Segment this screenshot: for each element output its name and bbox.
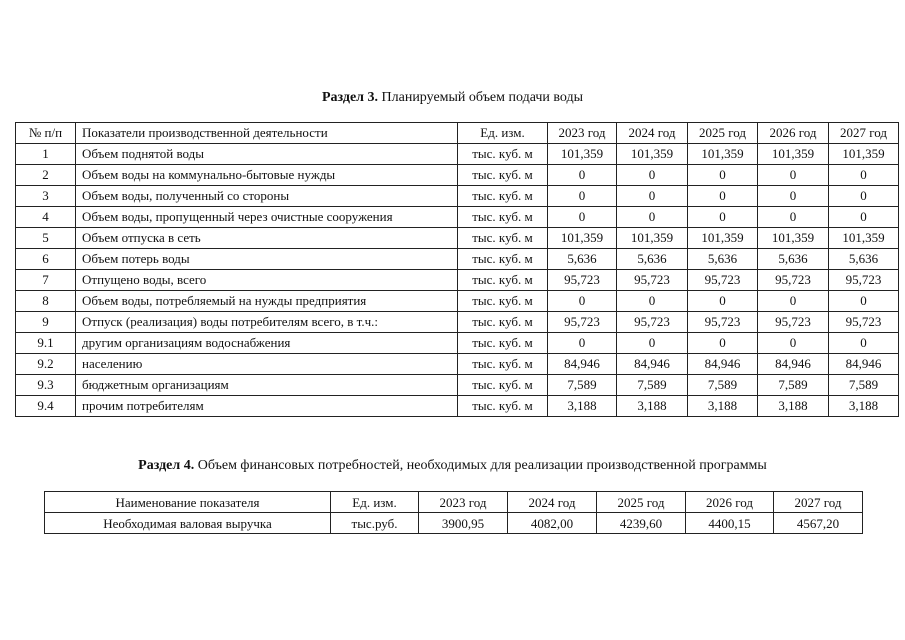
col-header-name: Наименование показателя (45, 492, 331, 513)
value-cell: 0 (829, 291, 899, 312)
row-number: 1 (16, 144, 76, 165)
value-cell: 4400,15 (686, 513, 774, 534)
value-cell: 3,188 (758, 396, 829, 417)
value-cell: 7,589 (548, 375, 617, 396)
indicator-name: Объем отпуска в сеть (76, 228, 458, 249)
value-cell: 84,946 (548, 354, 617, 375)
table-row (16, 228, 899, 249)
col-header-year: 2026 год (758, 123, 829, 144)
unit-cell: тыс. куб. м (458, 291, 548, 312)
value-cell: 84,946 (617, 354, 688, 375)
value-cell: 3900,95 (419, 513, 508, 534)
table-row (16, 312, 899, 333)
value-cell: 101,359 (617, 144, 688, 165)
row-number: 7 (16, 270, 76, 291)
value-cell: 0 (688, 291, 758, 312)
value-cell: 0 (688, 186, 758, 207)
value-cell: 0 (758, 207, 829, 228)
row-number: 3 (16, 186, 76, 207)
value-cell: 95,723 (829, 270, 899, 291)
unit-cell: тыс. куб. м (458, 312, 548, 333)
col-header-year: 2024 год (508, 492, 597, 513)
value-cell: 101,359 (829, 228, 899, 249)
row-number: 5 (16, 228, 76, 249)
unit-cell: тыс. куб. м (458, 354, 548, 375)
section4-label: Раздел 4. (138, 458, 195, 473)
value-cell: 101,359 (617, 228, 688, 249)
value-cell: 7,589 (829, 375, 899, 396)
value-cell: 84,946 (829, 354, 899, 375)
value-cell: 101,359 (688, 144, 758, 165)
value-cell: 95,723 (548, 312, 617, 333)
table-row (16, 396, 899, 417)
indicator-name: Необходимая валовая выручка (45, 513, 331, 534)
indicator-name: Отпущено воды, всего (76, 270, 458, 291)
unit-cell: тыс. куб. м (458, 144, 548, 165)
table-row (16, 354, 899, 375)
table-row (16, 144, 899, 165)
value-cell: 0 (617, 291, 688, 312)
col-header-year: 2025 год (688, 123, 758, 144)
value-cell: 0 (758, 186, 829, 207)
row-number: 8 (16, 291, 76, 312)
value-cell: 95,723 (617, 270, 688, 291)
table-row (16, 207, 899, 228)
table-row (16, 165, 899, 186)
indicator-name: прочим потребителям (76, 396, 458, 417)
unit-cell: тыс. куб. м (458, 207, 548, 228)
indicator-name: Объем воды, потребляемый на нужды предприятия (76, 291, 458, 312)
value-cell: 0 (548, 165, 617, 186)
value-cell: 3,188 (617, 396, 688, 417)
value-cell: 5,636 (758, 249, 829, 270)
col-header-year: 2024 год (617, 123, 688, 144)
table-row (16, 270, 899, 291)
unit-cell: тыс. куб. м (458, 375, 548, 396)
value-cell: 0 (829, 207, 899, 228)
value-cell: 0 (758, 291, 829, 312)
row-number: 9.1 (16, 333, 76, 354)
unit-cell: тыс. куб. м (458, 228, 548, 249)
value-cell: 0 (548, 207, 617, 228)
value-cell: 0 (548, 186, 617, 207)
table-row (16, 186, 899, 207)
value-cell: 4082,00 (508, 513, 597, 534)
value-cell: 3,188 (688, 396, 758, 417)
value-cell: 5,636 (548, 249, 617, 270)
value-cell: 3,188 (548, 396, 617, 417)
value-cell: 0 (758, 165, 829, 186)
value-cell: 7,589 (617, 375, 688, 396)
value-cell: 95,723 (829, 312, 899, 333)
value-cell: 101,359 (688, 228, 758, 249)
value-cell: 0 (548, 333, 617, 354)
value-cell: 101,359 (829, 144, 899, 165)
indicator-name: Объем воды на коммунально-бытовые нужды (76, 165, 458, 186)
table-row (16, 249, 899, 270)
value-cell: 0 (617, 165, 688, 186)
unit-cell: тыс. куб. м (458, 249, 548, 270)
col-header-year: 2023 год (419, 492, 508, 513)
value-cell: 0 (617, 186, 688, 207)
value-cell: 5,636 (829, 249, 899, 270)
value-cell: 0 (617, 333, 688, 354)
indicator-name: Отпуск (реализация) воды потребителям всего, в т.ч.: (76, 312, 458, 333)
row-number: 9.2 (16, 354, 76, 375)
indicator-name: Объем воды, полученный со стороны (76, 186, 458, 207)
unit-cell: тыс. куб. м (458, 186, 548, 207)
col-header-num: № п/п (16, 123, 76, 144)
value-cell: 0 (548, 291, 617, 312)
table-row (45, 513, 863, 534)
table-header-row (16, 123, 899, 144)
value-cell: 95,723 (548, 270, 617, 291)
col-header-year: 2025 год (597, 492, 686, 513)
row-number: 9.4 (16, 396, 76, 417)
indicator-name: другим организациям водоснабжения (76, 333, 458, 354)
unit-cell: тыс. куб. м (458, 333, 548, 354)
value-cell: 5,636 (617, 249, 688, 270)
value-cell: 95,723 (688, 270, 758, 291)
value-cell: 0 (688, 333, 758, 354)
unit-cell: тыс. куб. м (458, 396, 548, 417)
col-header-unit: Ед. изм. (458, 123, 548, 144)
row-number: 2 (16, 165, 76, 186)
indicator-name: Объем потерь воды (76, 249, 458, 270)
value-cell: 0 (829, 165, 899, 186)
col-header-name: Показатели производственной деятельности (76, 123, 458, 144)
value-cell: 0 (688, 207, 758, 228)
row-number: 9 (16, 312, 76, 333)
value-cell: 84,946 (688, 354, 758, 375)
col-header-year: 2027 год (829, 123, 899, 144)
row-number: 4 (16, 207, 76, 228)
water-supply-table (15, 122, 899, 417)
section4-title: Объем финансовых потребностей, необходимых для реализации производственной программы (197, 458, 767, 473)
value-cell: 95,723 (617, 312, 688, 333)
col-header-year: 2023 год (548, 123, 617, 144)
section3-label: Раздел 3. (321, 90, 379, 105)
value-cell: 0 (829, 333, 899, 354)
table-header-row (45, 492, 863, 513)
value-cell: 4567,20 (774, 513, 863, 534)
unit-cell: тыс. куб. м (458, 165, 548, 186)
table-row (16, 291, 899, 312)
table-row (16, 375, 899, 396)
value-cell: 7,589 (688, 375, 758, 396)
value-cell: 3,188 (829, 396, 899, 417)
section3-title: Планируемый объем подачи воды (381, 90, 584, 105)
row-number: 6 (16, 249, 76, 270)
value-cell: 101,359 (758, 228, 829, 249)
value-cell: 101,359 (548, 144, 617, 165)
value-cell: 0 (688, 165, 758, 186)
row-number: 9.3 (16, 375, 76, 396)
unit-cell: тыс. куб. м (458, 270, 548, 291)
value-cell: 7,589 (758, 375, 829, 396)
value-cell: 101,359 (758, 144, 829, 165)
value-cell: 95,723 (688, 312, 758, 333)
col-header-unit: Ед. изм. (331, 492, 419, 513)
value-cell: 95,723 (758, 312, 829, 333)
col-header-year: 2027 год (774, 492, 863, 513)
value-cell: 4239,60 (597, 513, 686, 534)
value-cell: 0 (829, 186, 899, 207)
section4-heading (0, 458, 905, 474)
col-header-year: 2026 год (686, 492, 774, 513)
value-cell: 95,723 (758, 270, 829, 291)
value-cell: 0 (617, 207, 688, 228)
financial-needs-table (44, 491, 863, 534)
section3-heading (0, 90, 905, 106)
indicator-name: населению (76, 354, 458, 375)
indicator-name: бюджетным организациям (76, 375, 458, 396)
indicator-name: Объем поднятой воды (76, 144, 458, 165)
indicator-name: Объем воды, пропущенный через очистные сооружения (76, 207, 458, 228)
value-cell: 101,359 (548, 228, 617, 249)
unit-cell: тыс.руб. (331, 513, 419, 534)
value-cell: 0 (758, 333, 829, 354)
table-row (16, 333, 899, 354)
value-cell: 84,946 (758, 354, 829, 375)
value-cell: 5,636 (688, 249, 758, 270)
